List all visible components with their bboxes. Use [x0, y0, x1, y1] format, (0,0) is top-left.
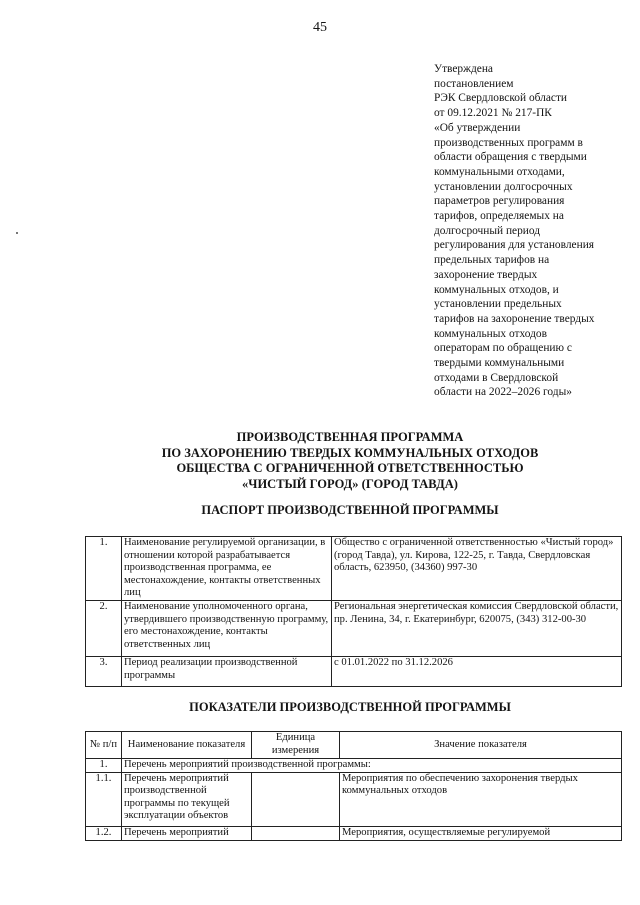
table-row [86, 537, 622, 601]
row-value: с 01.01.2022 по 31.12.2026 [332, 657, 622, 687]
page-number: 45 [313, 20, 327, 35]
passport-heading: ПАСПОРТ ПРОИЗВОДСТВЕННОЙ ПРОГРАММЫ [201, 503, 499, 517]
row-label: Перечень мероприятий [122, 826, 252, 840]
row-value: Мероприятия, осуществляемые регулируемой [340, 826, 622, 840]
row-number: 1. [86, 537, 122, 601]
column-header: № п/п [86, 732, 122, 759]
column-header: Значение показателя [340, 732, 622, 759]
row-number: 3. [86, 657, 122, 687]
row-label: Период реализации производственной программы [122, 657, 332, 687]
table-header-row [86, 732, 622, 759]
table-row [86, 601, 622, 657]
row-label: Перечень мероприятий производственной программы по текущей эксплуатации объектов [122, 772, 252, 826]
approval-line: области обращения с твердыми [434, 151, 587, 164]
table-row [86, 826, 622, 840]
row-value: Мероприятия по обеспечению захоронения твердых коммунальных отходов [340, 772, 622, 826]
approval-line: долгосрочный период [434, 224, 541, 237]
approval-line: захоронение твердых [434, 268, 538, 281]
approval-line: постановлением [434, 77, 514, 90]
approval-line: отходами в Свердловской [434, 371, 559, 384]
approval-line: тарифов на захоронение твердых [434, 312, 595, 325]
approval-block [434, 62, 634, 400]
approval-line: регулирования для установления [434, 239, 595, 252]
approval-line: коммунальных отходов [434, 327, 547, 340]
approval-line: установлении предельных [434, 298, 562, 311]
row-label: Наименование регулируемой организации, в отношении которой разрабатывается производственная программа, ее местонахождение, контакты ответственных лиц [122, 537, 332, 601]
row-unit [252, 826, 340, 840]
title-line: ПРОИЗВОДСТВЕННАЯ ПРОГРАММА [236, 430, 464, 444]
table-row [86, 657, 622, 687]
column-header: Единица измерения [252, 732, 340, 759]
approval-line: от 09.12.2021 № 217-ПК [434, 107, 552, 120]
indicators-table [85, 731, 622, 841]
row-value: Региональная энергетическая комиссия Свердловской области, пр. Ленина, 34, г. Екатеринбург, 620075, (343) 312-00-30 [332, 601, 622, 657]
approval-line: коммунальными отходами, [434, 165, 565, 178]
row-number: 1.1. [86, 772, 122, 826]
approval-line: предельных тарифов на [434, 254, 550, 267]
approval-line: установлении долгосрочных [434, 180, 573, 193]
section-label: Перечень мероприятий производственной программы: [122, 759, 622, 773]
row-number: 1. [86, 759, 122, 773]
title-line: ОБЩЕСТВА С ОГРАНИЧЕННОЙ ОТВЕТСТВЕННОСТЬЮ [176, 461, 524, 475]
approval-line: параметров регулирования [434, 195, 565, 208]
title-line: «ЧИСТЫЙ ГОРОД» (ГОРОД ТАВДА) [242, 476, 458, 491]
column-header: Наименование показателя [122, 732, 252, 759]
approval-line: «Об утверждении [434, 121, 521, 134]
title-line: ПО ЗАХОРОНЕНИЮ ТВЕРДЫХ КОММУНАЛЬНЫХ ОТХОДОВ [161, 445, 539, 460]
approval-line: производственных программ в [434, 136, 583, 149]
approval-line: Утверждена [434, 63, 493, 75]
scan-artifact [16, 232, 18, 234]
row-number: 1.2. [86, 826, 122, 840]
table-section-row [86, 759, 622, 773]
document-title [100, 430, 600, 492]
approval-line: области на 2022–2026 годы» [434, 386, 572, 399]
approval-line: тарифов, определяемых на [434, 210, 564, 223]
approval-line: твердыми коммунальными [434, 357, 565, 370]
row-number: 2. [86, 601, 122, 657]
row-label: Наименование уполномоченного органа, утвердившего производственную программу, его местонахождение, контакты ответственных лиц [122, 601, 332, 657]
approval-line: коммунальных отходов, и [434, 283, 559, 296]
approval-line: операторам по обращению с [434, 342, 572, 355]
indicators-heading: ПОКАЗАТЕЛИ ПРОИЗВОДСТВЕННОЙ ПРОГРАММЫ [189, 700, 511, 714]
row-unit [252, 772, 340, 826]
passport-table [85, 536, 622, 687]
table-row [86, 772, 622, 826]
row-value: Общество с ограниченной ответственностью «Чистый город» (город Тавда), ул. Кирова, 122-25, г. Тавда, Свердловская область, 623950, (34360) 997-30 [332, 537, 622, 601]
approval-line: РЭК Свердловской области [434, 92, 568, 105]
